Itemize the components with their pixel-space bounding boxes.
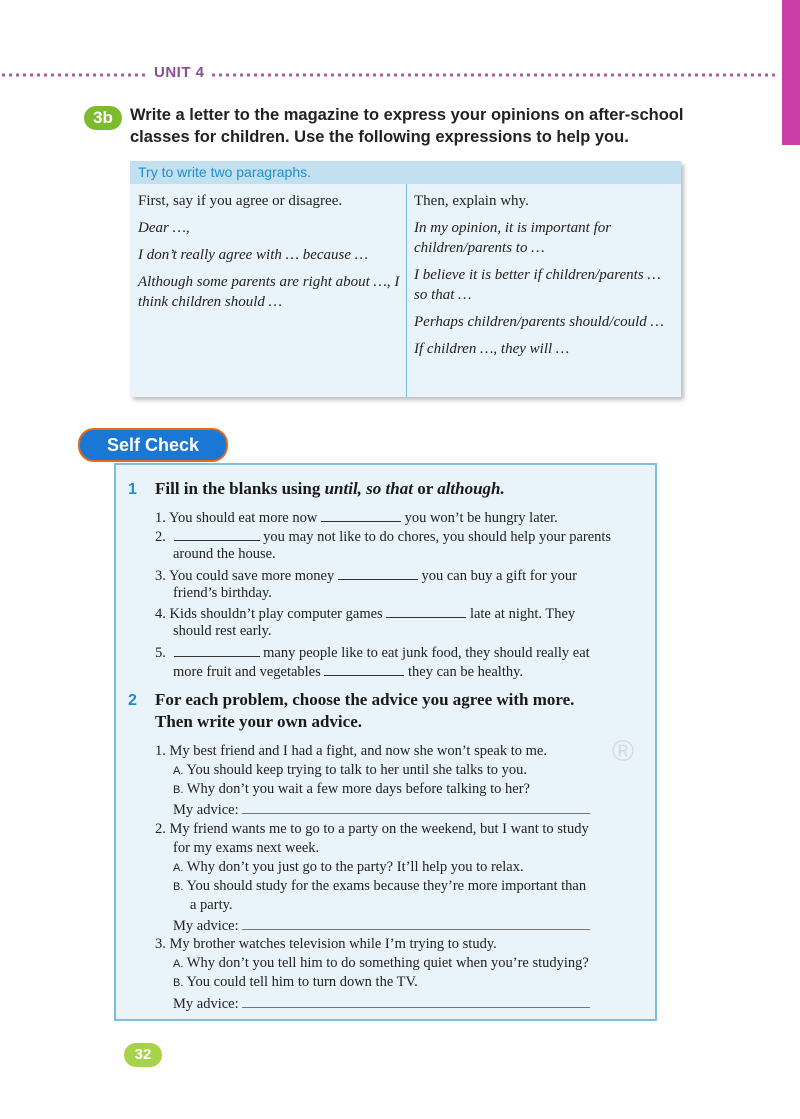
- fill-item-5: [155, 642, 590, 663]
- item-text: Kids shouldn’t play computer games: [169, 606, 383, 622]
- fill-item-2: [155, 526, 611, 547]
- expressions-box-title: Try to write two paragraphs.: [130, 161, 681, 184]
- item-text: you won’t be hungry later.: [404, 510, 558, 526]
- right-phrase: I believe it is better if children/parents … so that …: [414, 267, 661, 303]
- title-keyword: until, so that: [324, 479, 413, 498]
- right-lead: Then, explain why.: [414, 193, 529, 209]
- item-text: many people like to eat junk food, they should really eat: [263, 645, 590, 661]
- option-b[interactable]: [173, 780, 530, 800]
- option-text: Why don’t you wait a few more days before talking to her?: [186, 781, 530, 797]
- fill-item-1: [155, 507, 558, 528]
- item-text: You should eat more now: [168, 510, 318, 526]
- advice-row: [173, 915, 590, 936]
- item-number: 3.: [155, 936, 166, 952]
- advice-label: My advice:: [173, 918, 239, 934]
- title-part: Fill in the blanks using: [155, 479, 325, 498]
- left-phrase: Dear …,: [138, 220, 190, 236]
- problem-text: for my exams next week.: [173, 840, 320, 856]
- fill-item-3: [155, 565, 577, 586]
- section-2-number: 2: [128, 692, 137, 709]
- item-text: You could save more money: [168, 568, 335, 584]
- answer-blank[interactable]: [324, 661, 404, 676]
- unit-divider: [0, 70, 780, 80]
- item-text: should rest early.: [173, 623, 272, 639]
- advice-input-line[interactable]: [242, 799, 590, 814]
- right-phrase: Perhaps children/parents should/could …: [414, 314, 664, 330]
- problem-text: My brother watches television while I’m trying to study.: [169, 936, 497, 952]
- option-text: You should keep trying to talk to her until she talks to you.: [186, 762, 527, 778]
- right-phrase: If children …, they will …: [414, 341, 570, 357]
- advice-row: [173, 993, 590, 1014]
- page-number-badge: 32: [124, 1043, 162, 1067]
- item-text: you may not like to do chores, you should help your parents: [263, 529, 612, 545]
- left-phrase: Although some parents are right about …, I think children should …: [138, 274, 400, 310]
- expressions-right-column: [414, 191, 674, 366]
- item-text: around the house.: [173, 546, 276, 562]
- option-text: Why don’t you just go to the party? It’ll help you to relax.: [186, 859, 524, 875]
- exercise-badge-3b: 3b: [84, 106, 122, 130]
- option-letter: A.: [173, 765, 184, 777]
- option-text: a party.: [190, 897, 233, 913]
- fill-item-4: [155, 603, 575, 624]
- advice-row: [173, 799, 590, 820]
- advice-input-line[interactable]: [242, 993, 590, 1008]
- section-1-title: [155, 478, 635, 500]
- option-a[interactable]: [173, 954, 589, 974]
- option-letter: B.: [173, 977, 184, 989]
- registered-mark-watermark: ®: [612, 735, 635, 768]
- right-phrase: In my opinion, it is important for children/parents to …: [414, 220, 612, 256]
- answer-blank[interactable]: [321, 507, 401, 522]
- expressions-left-column: [138, 191, 400, 319]
- option-text: Why don’t you tell him to do something quiet when you’re studying?: [186, 955, 589, 971]
- chapter-tab: [782, 0, 800, 145]
- item-number: 2.: [155, 821, 166, 837]
- useful-expressions-box: [130, 161, 681, 397]
- item-number: 1.: [155, 743, 166, 759]
- item-text: late at night. They: [469, 606, 576, 622]
- item-text: more fruit and vegetables: [173, 664, 321, 680]
- section-2-title: For each problem, choose the advice you agree with more.: [155, 690, 575, 709]
- item-text: you can buy a gift for your: [421, 568, 577, 584]
- answer-blank[interactable]: [338, 565, 418, 580]
- problem-1: [155, 742, 547, 761]
- option-letter: B.: [173, 784, 184, 796]
- option-b[interactable]: [173, 973, 418, 993]
- option-text: You should study for the exams because they’re more important than: [186, 878, 587, 894]
- problem-3: [155, 935, 497, 954]
- exercise-3b-instruction: Write a letter to the magazine to express your opinions on after-school classes for children. Use the following expressions to help you.: [130, 106, 684, 146]
- item-text: they can be healthy.: [408, 664, 524, 680]
- problem-2: [155, 820, 589, 839]
- item-number: 1.: [155, 510, 166, 526]
- option-a[interactable]: [173, 858, 524, 878]
- fill-item-5-line2: [173, 661, 523, 682]
- option-a[interactable]: [173, 761, 527, 781]
- option-letter: A.: [173, 958, 184, 970]
- advice-input-line[interactable]: [242, 915, 590, 930]
- item-text: friend’s birthday.: [173, 585, 272, 601]
- option-letter: A.: [173, 862, 184, 874]
- option-text: You could tell him to turn down the TV.: [186, 974, 418, 990]
- item-number: 4.: [155, 606, 166, 622]
- answer-blank[interactable]: [386, 603, 466, 618]
- problem-text: My friend wants me to go to a party on the weekend, but I want to study: [169, 821, 589, 837]
- answer-blank[interactable]: [174, 526, 260, 541]
- advice-label: My advice:: [173, 996, 239, 1012]
- item-number: 3.: [155, 568, 166, 584]
- option-b[interactable]: [173, 877, 586, 897]
- title-part: or: [412, 479, 438, 498]
- column-divider: [406, 184, 407, 397]
- section-2-title: Then write your own advice.: [155, 712, 362, 731]
- item-number: 5.: [155, 645, 166, 661]
- option-letter: B.: [173, 881, 184, 893]
- answer-blank[interactable]: [174, 642, 260, 657]
- item-number: 2.: [155, 529, 166, 545]
- self-check-badge: Self Check: [78, 428, 228, 462]
- section-1-number: 1: [128, 481, 137, 498]
- title-keyword: although.: [437, 479, 505, 498]
- advice-label: My advice:: [173, 802, 239, 818]
- left-phrase: I don’t really agree with … because …: [138, 247, 369, 263]
- left-lead: First, say if you agree or disagree.: [138, 193, 343, 209]
- problem-text: My best friend and I had a fight, and now she won’t speak to me.: [169, 743, 547, 759]
- unit-title: UNIT 4: [148, 64, 211, 81]
